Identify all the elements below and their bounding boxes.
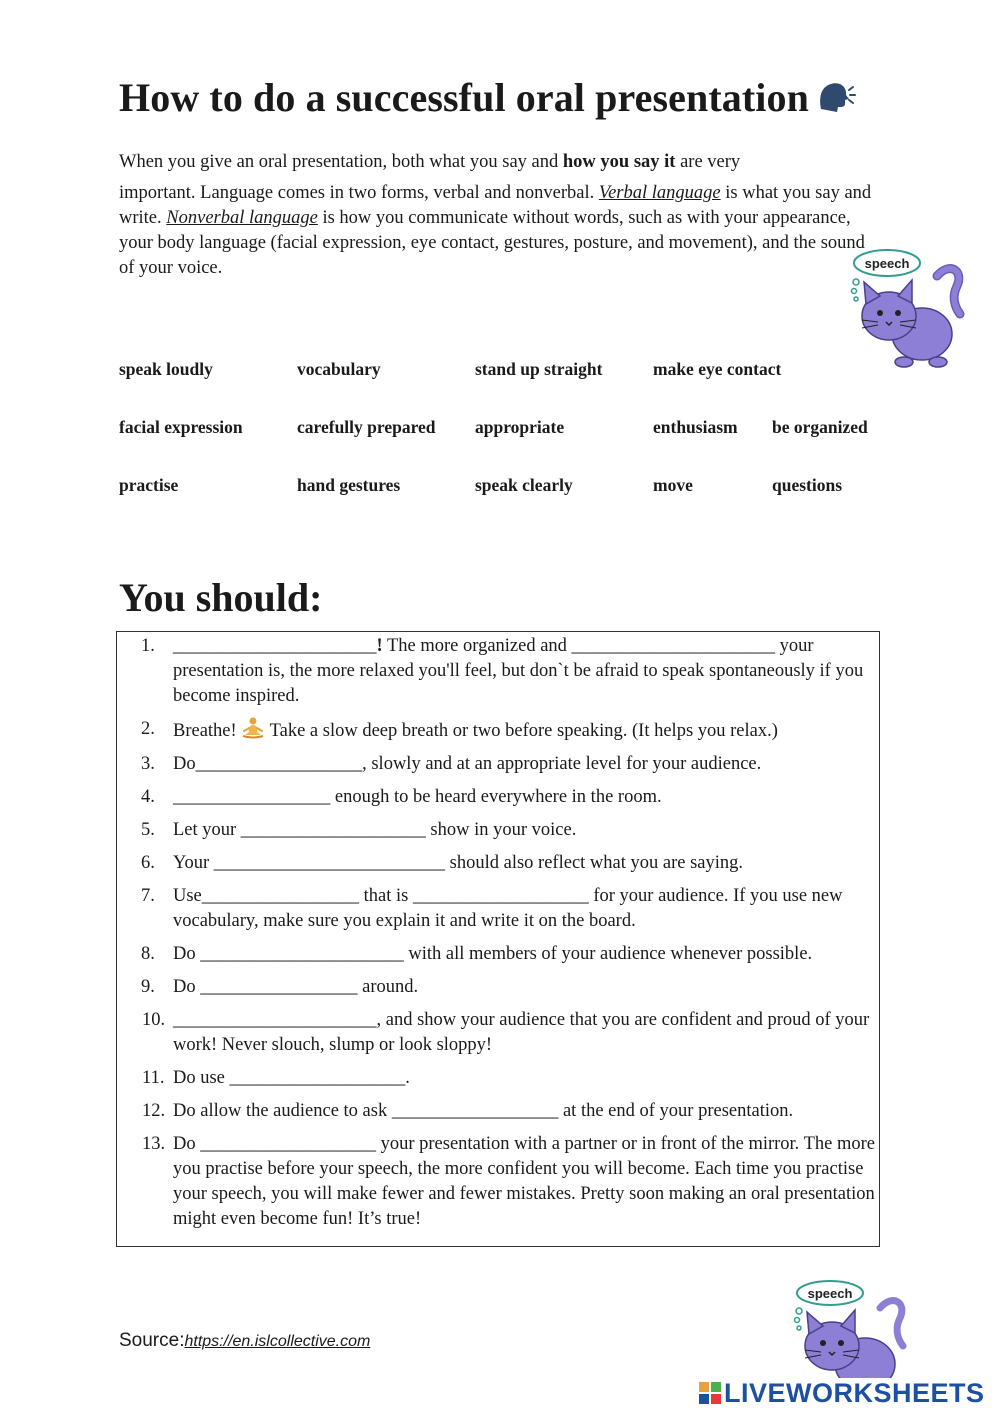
word-bank-item: speak loudly	[119, 359, 213, 379]
word-bank-item: speak clearly	[475, 475, 573, 495]
word-bank-item: questions	[772, 475, 843, 495]
word-bank-item: stand up straight	[475, 359, 603, 379]
word-bank-item: vocabulary	[297, 359, 381, 379]
list-item: 3. Do__________________, slowly and at an appropriate level for your audience.	[141, 754, 762, 774]
source-link[interactable]: https://en.islcollective.com	[184, 1333, 371, 1350]
list-item: 10. ______________________, and show your audience that you are confident and proud of your work! Never slouch, slump or look sloppy!	[142, 1010, 870, 1055]
word-bank-item: practise	[119, 475, 179, 495]
word-bank-item: make eye contact	[653, 359, 782, 379]
list-item: 11. Do use ___________________.	[142, 1068, 410, 1088]
word-bank	[119, 359, 919, 533]
word-bank-row	[119, 359, 919, 417]
word-bank-item: be organized	[772, 417, 868, 437]
word-bank-item: appropriate	[475, 417, 565, 437]
list-item: 9. Do _________________ around.	[141, 977, 419, 997]
nonverbal-language-term: Nonverbal language	[166, 208, 318, 228]
list-item: 4. _________________ enough to be heard everywhere in the room.	[141, 787, 662, 807]
intro-paragraph: When you give an oral presentation, both what you say and how you say it are very important. Language comes in two forms, verbal and nonverbal. Verbal language is what you say and write. Nonverbal language is how you communicate without words, such as with your appearance, your body language (facial expression, eye contact, gestures, posture, and movement), and the sound of your voice.	[119, 152, 872, 278]
source-credit: Source:https://en.islcollective.com	[119, 1330, 371, 1351]
list-item: 13. Do ___________________ your presentation with a partner or in front of the mirror. The more you practise before your speech, the more confident you will become. Each time you practise your speech, you will make fewer and fewer mistakes. Pretty soon making an oral presentation might even become fun! It’s true!	[142, 1134, 875, 1229]
page-title: How to do a successful oral presentation	[119, 74, 857, 125]
section-title: You should:	[119, 575, 323, 620]
meditating-person-icon	[241, 721, 265, 741]
liveworksheets-logo: LIVEWORKSHEETS	[699, 1378, 985, 1408]
instruction-list	[117, 634, 877, 1240]
speaking-head-icon	[817, 78, 857, 125]
instructions-box	[116, 631, 880, 1247]
verbal-language-term: Verbal language	[598, 183, 721, 203]
word-bank-item: hand gestures	[297, 475, 401, 495]
word-bank-row	[119, 417, 919, 475]
list-item: 2. Breathe! Take a slow deep breath or two before speaking. (It helps you relax.)	[141, 719, 778, 741]
cat-speech-illustration	[785, 1278, 910, 1383]
list-item: 12. Do allow the audience to ask __________________ at the end of your presentation.	[142, 1101, 794, 1121]
speech-bubble-text: speech	[807, 1286, 853, 1301]
word-bank-row	[119, 475, 919, 533]
list-item: 6. Your _________________________ should also reflect what you are saying.	[141, 853, 744, 873]
list-item: 7. Use_________________ that is ___________________ for your audience. If you use new vocabulary, make sure you explain it and write it on the board.	[141, 886, 843, 931]
liveworksheets-logo-icon	[699, 1380, 721, 1402]
word-bank-item: facial expression	[119, 417, 243, 437]
word-bank-item: move	[653, 475, 693, 495]
list-item: 8. Do ______________________ with all members of your audience whenever possible.	[141, 944, 813, 964]
speech-bubble-text: speech	[864, 256, 910, 271]
word-bank-item: enthusiasm	[653, 417, 738, 437]
list-item: 5. Let your ____________________ show in your voice.	[141, 820, 577, 840]
word-bank-item: carefully prepared	[297, 417, 436, 437]
list-item: 1. ______________________! The more organized and ______________________ your presentation is, the more relaxed you'll feel, but don`t be afraid to speak spontaneously if you become inspired.	[141, 636, 864, 706]
